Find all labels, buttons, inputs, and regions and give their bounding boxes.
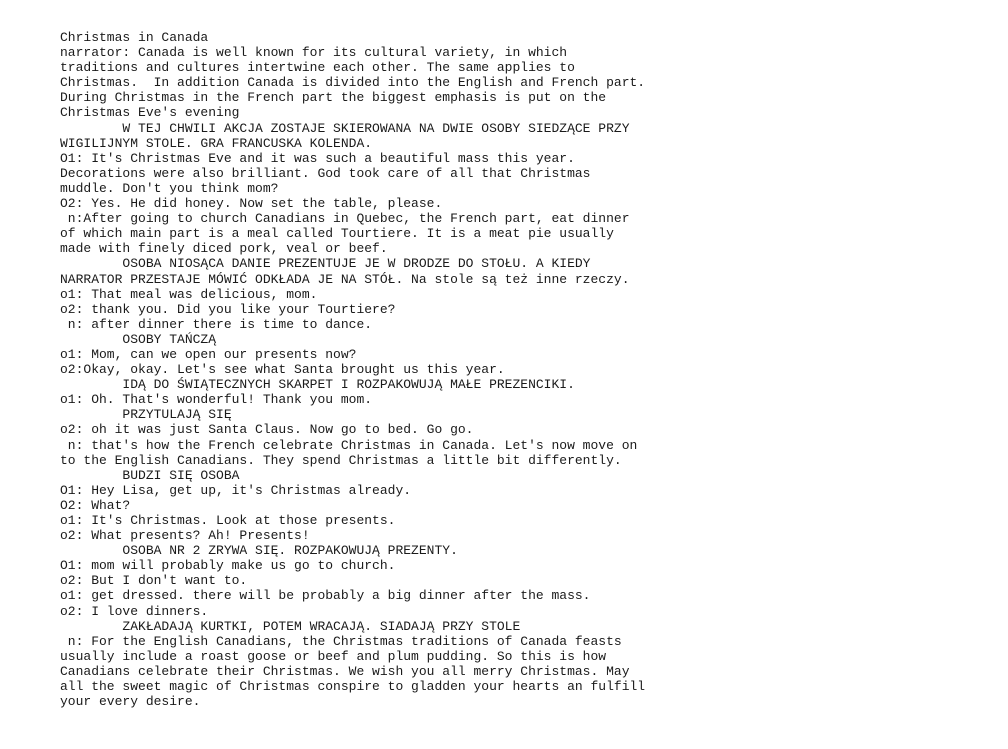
document-body [60,30,1000,709]
narration-line: n: For the English Canadians, the Christmas traditions of Canada feasts [60,633,622,649]
dialogue-line: O1: Hey Lisa, get up, it's Christmas already. [60,482,412,498]
dialogue-line: Decorations were also brilliant. God took care of all that Christmas [60,165,591,181]
stage-direction-line: W TEJ CHWILI AKCJA ZOSTAJE SKIEROWANA NA DWIE OSOBY SIEDZĄCE PRZY [60,120,630,136]
dialogue-line: O1: mom will probably make us go to church. [60,558,396,574]
narration-line: n: after dinner there is time to dance. [60,316,373,332]
stage-direction-line: BUDZI SIĘ OSOBA [60,467,240,483]
stage-direction-line: OSOBA NR 2 ZRYWA SIĘ. ROZPAKOWUJĄ PREZENTY. [60,543,458,559]
stage-direction-line: WIGILIJNYM STOLE. GRA FRANCUSKA KOLENDA. [60,135,373,151]
document-title: Christmas in Canada [60,30,209,45]
stage-direction-line: ZAKŁADAJĄ KURTKI, POTEM WRACAJĄ. SIADAJĄ PRZY STOLE [60,618,521,634]
dialogue-line: o2: I love dinners. [60,603,209,619]
stage-direction-line: NARRATOR PRZESTAJE MÓWIĆ ODKŁADA JE NA STÓŁ. Na stole są też inne rzeczy. [60,271,630,287]
dialogue-line: O1: It's Christmas Eve and it was such a beautiful mass this year. [60,150,575,166]
stage-direction-line: OSOBY TAŃCZĄ [60,331,217,347]
text-line: traditions and cultures intertwine each other. The same applies to [60,60,575,76]
text-line: Christmas Eve's evening [60,105,240,121]
dialogue-line: O2: Yes. He did honey. Now set the table, please. [60,196,443,212]
dialogue-line: o1: Oh. That's wonderful! Thank you mom. [60,392,373,408]
stage-direction-line: PRZYTULAJĄ SIĘ [60,407,232,423]
dialogue-line: o2: What presents? Ah! Presents! [60,528,310,544]
dialogue-line: o2:Okay, okay. Let's see what Santa brought us this year. [60,362,505,378]
narration-line: made with finely diced pork, veal or beef. [60,241,388,257]
narration-line: n:After going to church Canadians in Quebec, the French part, eat dinner [60,211,630,227]
narration-line: of which main part is a meal called Tourtiere. It is a meat pie usually [60,226,614,242]
text-line: During Christmas in the French part the biggest emphasis is put on the [60,90,607,106]
dialogue-line: o1: It's Christmas. Look at those presents. [60,513,396,528]
stage-direction-line: IDĄ DO ŚWIĄTECZNYCH SKARPET I ROZPAKOWUJĄ MAŁE PREZENCIKI. [60,377,575,393]
dialogue-line: o2: oh it was just Santa Claus. Now go to bed. Go go. [60,422,474,438]
text-line: narrator: Canada is well known for its cultural variety, in which [60,45,568,61]
dialogue-line: o2: But I don't want to. [60,573,248,589]
narration-line: n: that's how the French celebrate Christmas in Canada. Let's now move on [60,437,638,453]
dialogue-line: o1: Mom, can we open our presents now? [60,346,357,362]
narration-line: Canadians celebrate their Christmas. We wish you all merry Christmas. May [60,663,630,679]
narration-line: all the sweet magic of Christmas conspire to gladden your hearts an fulfill [60,679,646,695]
dialogue-line: O2: What? [60,497,131,513]
dialogue-line: o1: That meal was delicious, mom. [60,286,318,302]
dialogue-line: muddle. Don't you think mom? [60,180,279,196]
narration-line: your every desire. [60,694,201,710]
dialogue-line: o1: get dressed. there will be probably a big dinner after the mass. [60,588,591,604]
dialogue-line: o2: thank you. Did you like your Tourtiere? [60,301,396,317]
narration-line: to the English Canadians. They spend Christmas a little bit differently. [60,452,622,468]
stage-direction-line: OSOBA NIOSĄCA DANIE PREZENTUJE JE W DRODZE DO STOŁU. A KIEDY [60,256,591,272]
narration-line: usually include a roast goose or beef and plum pudding. So this is how [60,648,607,664]
text-line: Christmas. In addition Canada is divided into the English and French part. [60,75,646,91]
